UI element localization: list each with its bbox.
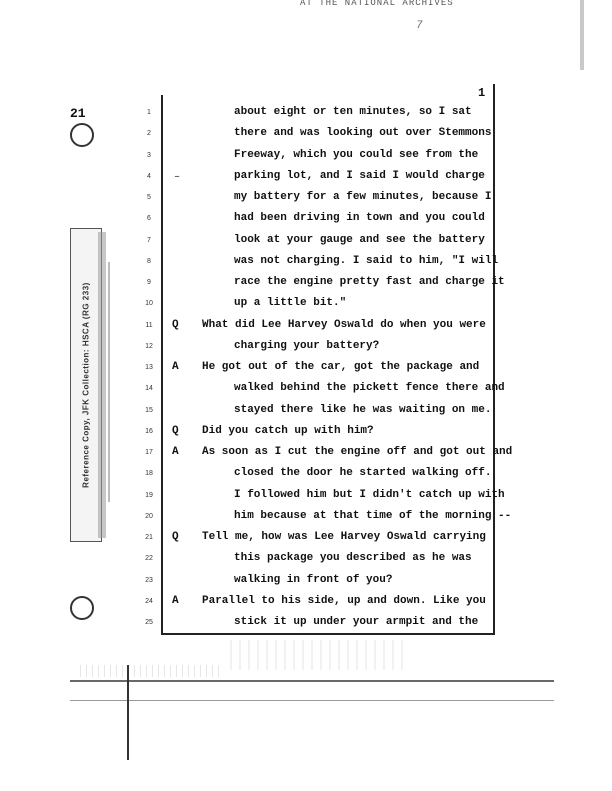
scan-noise <box>230 640 410 670</box>
scan-smudge <box>98 232 106 538</box>
line-number: 10 <box>145 300 153 307</box>
line-number: 7 <box>147 237 151 244</box>
line-number: 3 <box>147 152 151 159</box>
line-number: 19 <box>145 492 153 499</box>
margin-dash-mark: ‒ <box>174 172 181 183</box>
speaker-label: Q <box>172 319 179 331</box>
transcript-line: my battery for a few minutes, because I <box>234 191 492 203</box>
line-number: 23 <box>145 577 153 584</box>
scan-noise-left <box>80 665 220 677</box>
speaker-label: A <box>172 361 179 373</box>
transcript-line: Freeway, which you could see from the <box>234 149 479 161</box>
line-number: 20 <box>145 513 153 520</box>
line-number: 5 <box>147 194 151 201</box>
transcript-line: parking lot, and I said I would charge <box>234 170 485 182</box>
archive-reference-text: Reference Copy, JFK Collection: HSCA (RG 233) <box>81 282 91 488</box>
transcript-line: about eight or ten minutes, so I sat <box>234 106 472 118</box>
page-number-left: 21 <box>70 106 86 121</box>
transcript-line: race the engine pretty fast and charge it <box>234 276 505 288</box>
scan-smudge-line <box>108 262 110 502</box>
transcript-line: stayed there like he was waiting on me. <box>234 404 492 416</box>
transcript-frame-right <box>493 95 495 635</box>
transcript-line: there and was looking out over Stemmons <box>234 127 492 139</box>
bottom-rule <box>70 680 554 682</box>
transcript-frame-left <box>161 95 163 635</box>
line-number: 18 <box>145 470 153 477</box>
speaker-label: Q <box>172 531 179 543</box>
line-number: 8 <box>147 258 151 265</box>
transcript-line: charging your battery? <box>234 340 380 352</box>
line-number: 12 <box>145 343 153 350</box>
binder-hole-bottom <box>70 596 94 620</box>
header-handwritten-mark: 7 <box>416 20 423 32</box>
speaker-label: A <box>172 595 179 607</box>
line-number: 9 <box>147 279 151 286</box>
line-number: 14 <box>145 385 153 392</box>
transcript-line: this package you described as he was <box>234 552 472 564</box>
line-number: 25 <box>145 619 153 626</box>
transcript-line: Tell me, how was Lee Harvey Oswald carrying <box>202 531 486 543</box>
speaker-label: Q <box>172 425 179 437</box>
page-number-right: 1 <box>478 86 486 100</box>
bottom-vertical-line <box>127 665 129 760</box>
binder-hole-top <box>70 123 94 147</box>
transcript-line: Parallel to his side, up and down. Like you <box>202 595 486 607</box>
line-number: 1 <box>147 109 151 116</box>
line-number: 2 <box>147 130 151 137</box>
line-number: 6 <box>147 215 151 222</box>
transcript-line: What did Lee Harvey Oswald do when you were <box>202 319 486 331</box>
line-number: 16 <box>145 428 153 435</box>
line-number: 22 <box>145 555 153 562</box>
transcript-line: walked behind the pickett fence there and <box>234 382 505 394</box>
line-number: 13 <box>145 364 153 371</box>
line-number: 15 <box>145 407 153 414</box>
line-number: 11 <box>145 322 153 329</box>
transcript-line: up a little bit." <box>234 297 347 309</box>
line-number: 17 <box>145 449 153 456</box>
transcript-line: was not charging. I said to him, "I will <box>234 255 499 267</box>
transcript-line: had been driving in town and you could <box>234 212 485 224</box>
bottom-rule-thin <box>70 700 554 701</box>
transcript-line: look at your gauge and see the battery <box>234 234 485 246</box>
transcript-line: closed the door he started walking off. <box>234 467 492 479</box>
speaker-label: A <box>172 446 179 458</box>
line-number: 4 <box>147 173 151 180</box>
line-number: 24 <box>145 598 153 605</box>
archive-header-stamp: AT THE NATIONAL ARCHIVES <box>300 0 454 8</box>
transcript-line: He got out of the car, got the package and <box>202 361 480 373</box>
scan-edge-artifact <box>580 0 584 70</box>
transcript-line: As soon as I cut the engine off and got out and <box>202 446 513 458</box>
transcript-line: walking in front of you? <box>234 574 393 586</box>
transcript-line: stick it up under your armpit and the <box>234 616 479 628</box>
transcript-line: him because at that time of the morning -- <box>234 510 512 522</box>
transcript-line: I followed him but I didn't catch up with <box>234 489 505 501</box>
transcript-line: Did you catch up with him? <box>202 425 374 437</box>
transcript-frame-bottom <box>161 633 495 635</box>
line-number: 21 <box>145 534 153 541</box>
